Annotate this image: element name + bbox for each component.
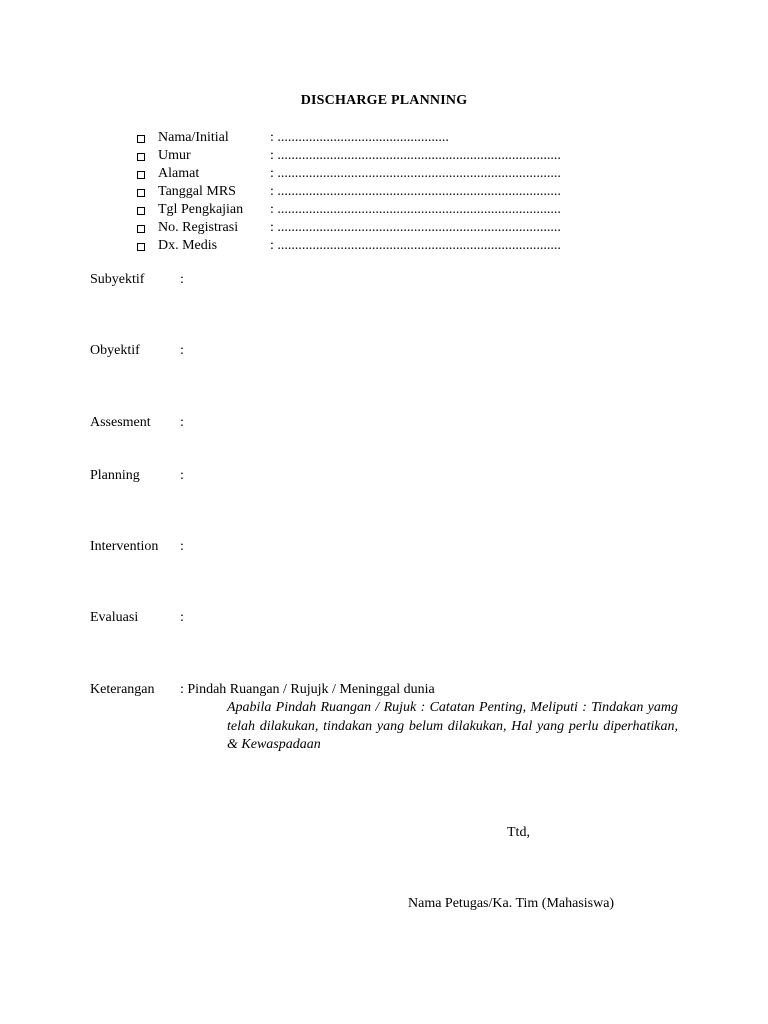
soap-label: Evaluasi	[90, 610, 139, 625]
identity-label: Umur	[158, 148, 191, 163]
checkbox-icon	[137, 189, 145, 197]
checkbox-icon	[137, 171, 145, 179]
checkbox-icon	[137, 153, 145, 161]
identity-label: Nama/Initial	[158, 130, 229, 145]
checkbox-icon	[137, 243, 145, 251]
signature-name: Nama Petugas/Ka. Tim (Mahasiswa)	[408, 896, 615, 911]
soap-colon: :	[180, 610, 184, 625]
identity-value: : .................................................................................	[270, 202, 561, 217]
identity-row-tanggal-mrs	[135, 183, 605, 201]
identity-row-nama	[135, 129, 605, 147]
checkbox-icon	[137, 225, 145, 233]
identity-value: : .................................................................................	[270, 238, 561, 253]
identity-row-umur	[135, 147, 605, 165]
keterangan-value: : Pindah Ruangan / Rujujk / Meninggal dunia	[180, 682, 435, 697]
identity-label: Alamat	[158, 166, 200, 181]
soap-colon: :	[180, 415, 184, 430]
signature-ttd: Ttd,	[507, 825, 530, 840]
identity-row-no-registrasi	[135, 219, 605, 237]
identity-label: Tgl Pengkajian	[158, 202, 244, 217]
soap-label: Assesment	[90, 415, 151, 430]
checkbox-icon	[137, 207, 145, 215]
keterangan-label: Keterangan	[90, 682, 155, 697]
identity-value: : .................................................................................	[270, 166, 561, 181]
identity-value: : .................................................................................	[270, 148, 561, 163]
soap-label: Intervention	[90, 539, 159, 554]
soap-label: Subyektif	[90, 272, 145, 287]
identity-row-tgl-pengkajian	[135, 201, 605, 219]
soap-colon: :	[180, 539, 184, 554]
identity-row-alamat	[135, 165, 605, 183]
keterangan-note: Apabila Pindah Ruangan / Rujuk : Catatan Penting, Meliputi : Tindakan yamg telah dilakukan, tindakan yang belum dilakukan, Hal yang perlu diperhatikan, & Kewaspadaan	[227, 700, 678, 752]
checkbox-icon	[137, 135, 145, 143]
identity-label: Dx. Medis	[158, 238, 218, 253]
identity-list	[135, 129, 605, 255]
soap-colon: :	[180, 343, 184, 358]
identity-row-dx-medis	[135, 237, 605, 255]
soap-colon: :	[180, 272, 184, 287]
identity-value: : .................................................................................	[270, 184, 561, 199]
soap-colon: :	[180, 468, 184, 483]
page-title: DISCHARGE PLANNING	[300, 93, 468, 108]
identity-label: Tanggal MRS	[158, 184, 236, 199]
soap-label: Planning	[90, 468, 140, 483]
identity-label: No. Registrasi	[158, 220, 239, 235]
identity-value: : .................................................	[270, 130, 449, 145]
soap-label: Obyektif	[90, 343, 140, 358]
identity-value: : .................................................................................	[270, 220, 561, 235]
